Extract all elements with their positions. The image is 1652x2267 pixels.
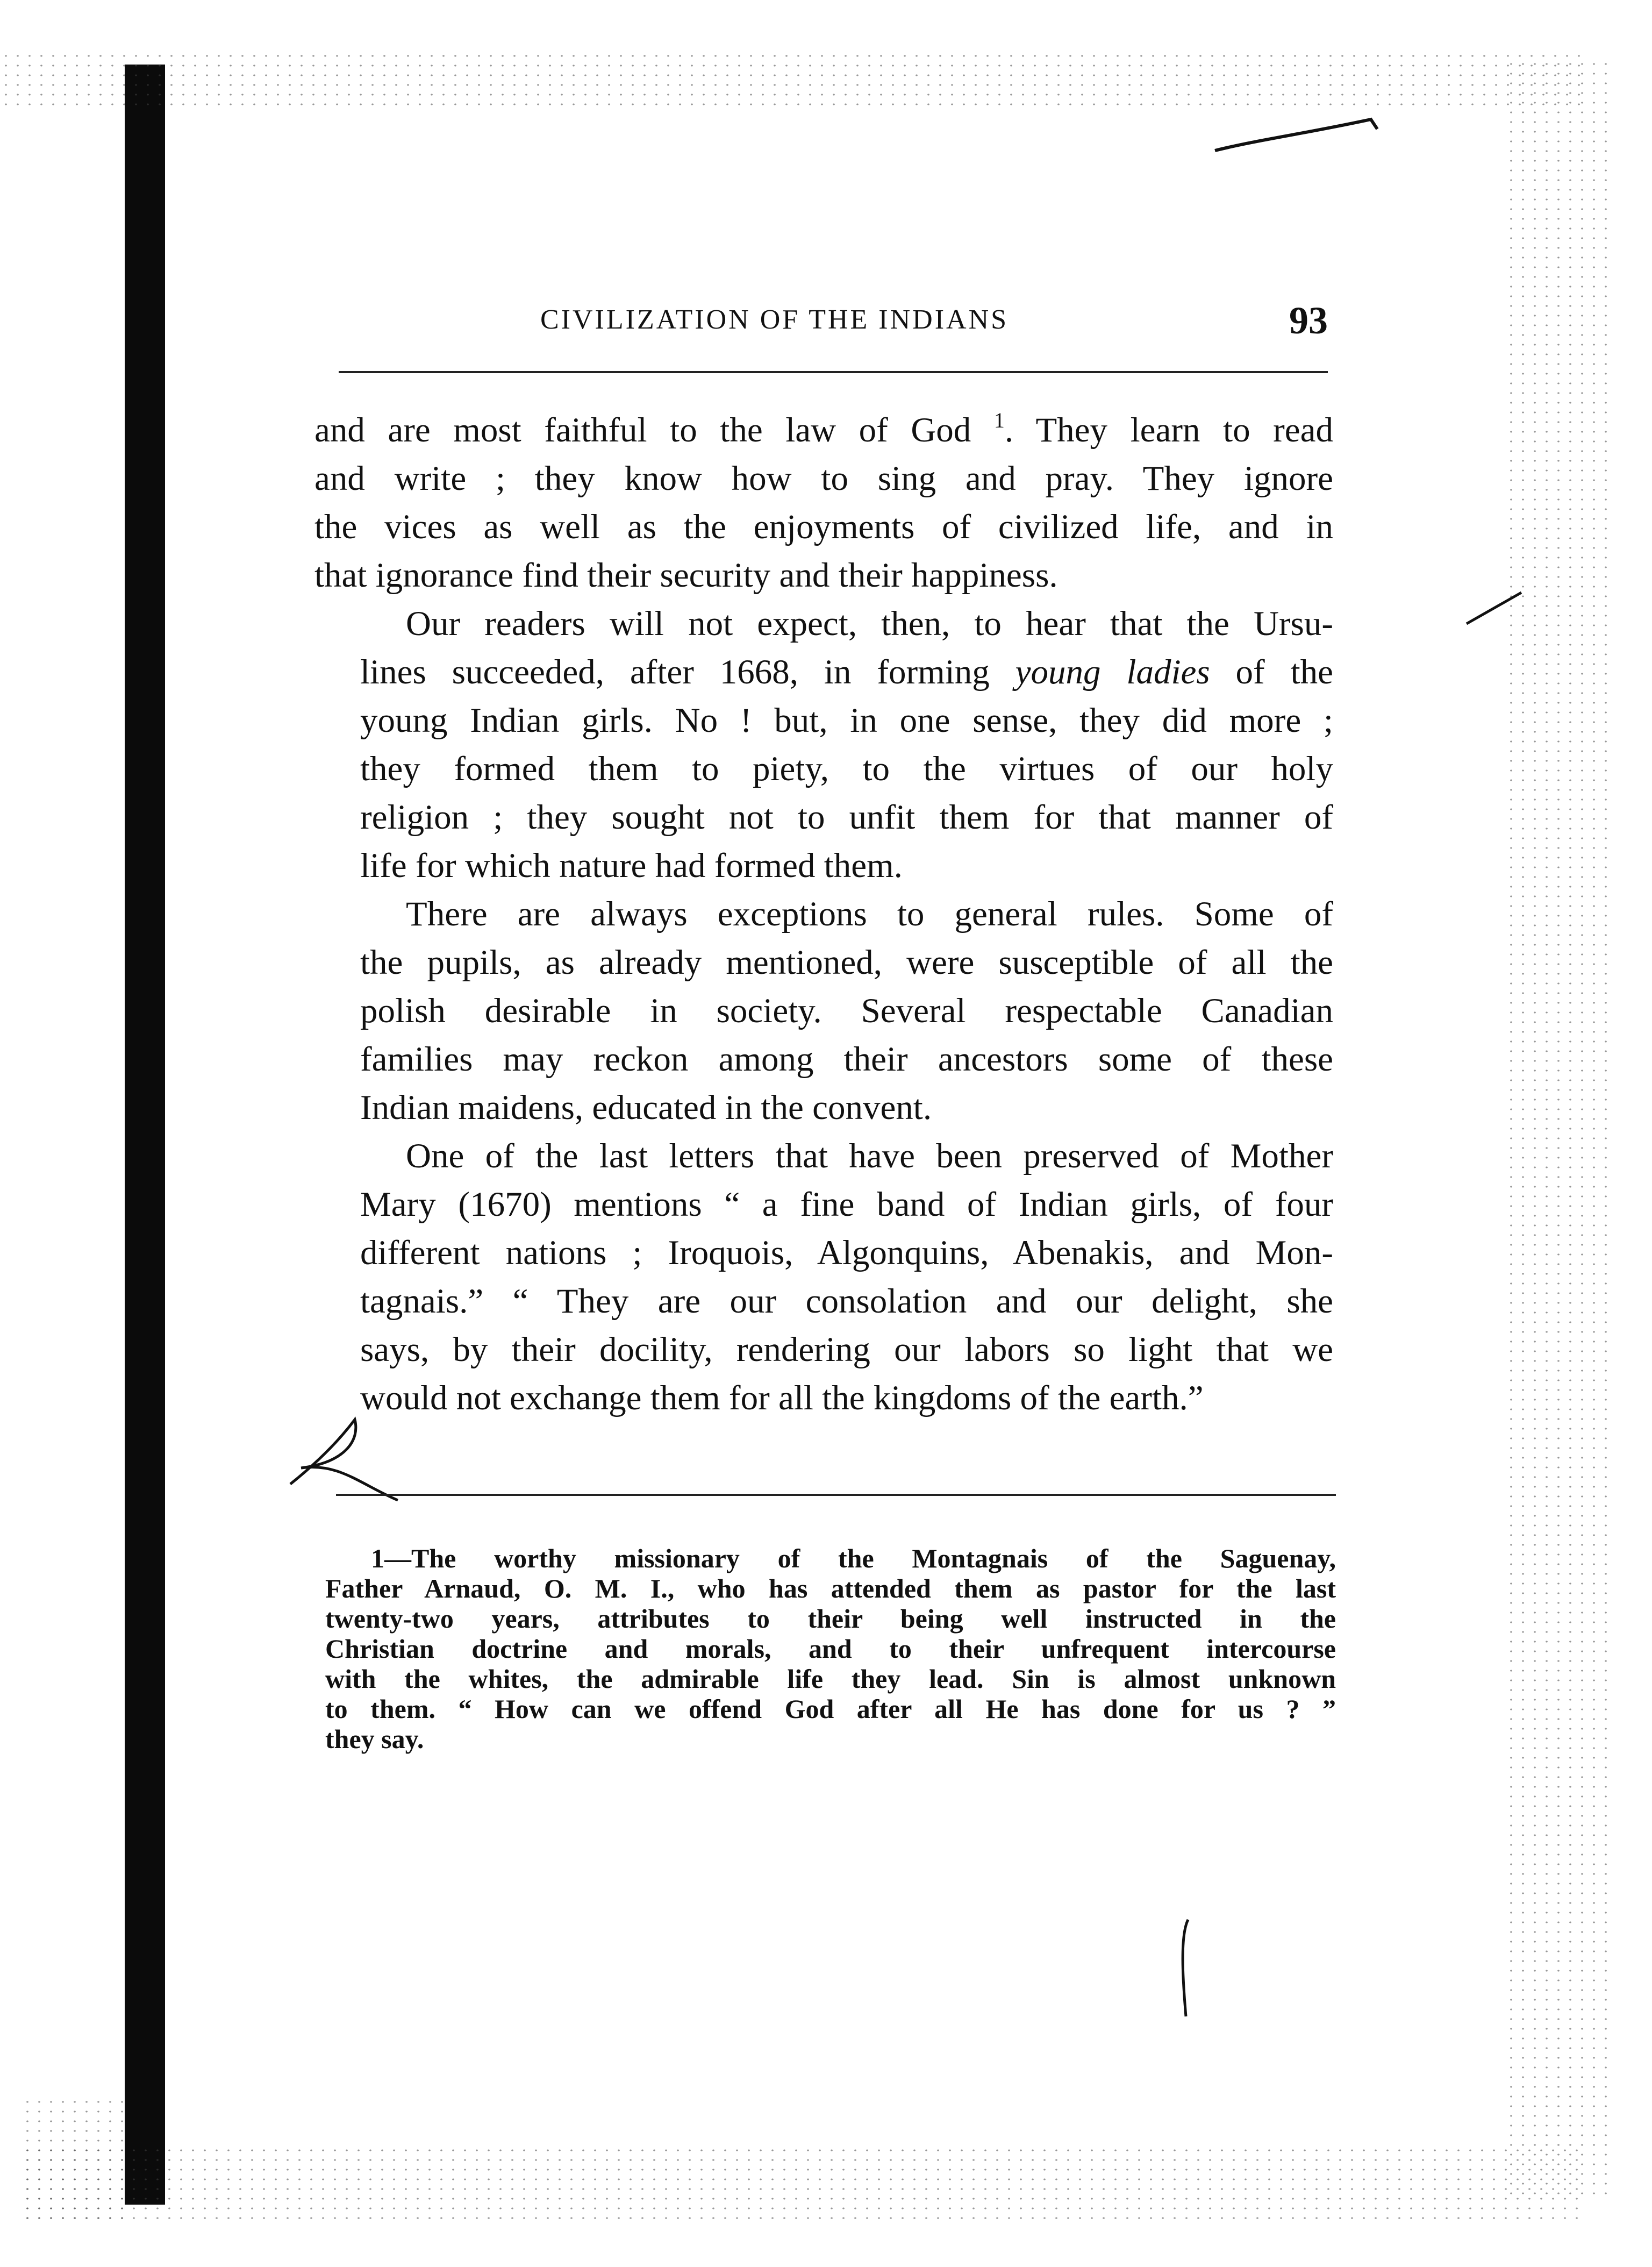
text-line: says, by their docility, rendering our labors so light that we <box>360 1330 1333 1369</box>
pencil-mark-top <box>1210 108 1382 161</box>
footnote-line: 1—The worthy missionary of the Montagnais of the Saguenay, <box>371 1543 1336 1573</box>
paragraph-4 <box>314 1132 1333 1422</box>
text-line: the pupils, as already mentioned, were susceptible of all the <box>360 943 1333 982</box>
paragraph-2 <box>314 600 1333 890</box>
text-line: tagnais.” “ They are our consolation and our delight, she <box>360 1282 1333 1321</box>
paragraph-3 <box>314 890 1333 1132</box>
text-line: and write ; they know how to sing and pray. They ignore <box>314 459 1333 498</box>
body-text <box>314 406 1333 1422</box>
header-rule <box>339 371 1328 373</box>
paragraph-1 <box>314 406 1333 600</box>
footnote-line: Christian doctrine and morals, and to their unfrequent intercourse <box>325 1634 1336 1664</box>
text-segment: of the <box>1210 653 1334 691</box>
text-segment: lines succeeded, after 1668, in forming <box>360 653 990 691</box>
running-head <box>325 298 1328 352</box>
text-line <box>314 648 1333 696</box>
text-line: that ignorance find their security and their happiness. <box>314 556 1058 595</box>
scan-edge-right <box>1505 59 1613 2199</box>
pencil-mark-bottom <box>1167 1914 1210 2022</box>
footnote <box>325 1543 1336 1754</box>
text-line: they formed them to piety, to the virtues of our holy <box>360 750 1333 788</box>
text-line: Mary (1670) mentions “ a fine band of Indian girls, of four <box>360 1185 1333 1224</box>
text-segment: and are most faithful to the law of God <box>314 411 971 450</box>
scan-edge-top <box>0 51 1581 110</box>
footnote-line: twenty-two years, attributes to their being well instructed in the <box>325 1603 1336 1634</box>
text-line <box>314 406 1333 454</box>
text-line: religion ; they sought not to unfit them for that manner of <box>360 798 1333 837</box>
text-line: There are always exceptions to general rules. Some of <box>406 895 1333 933</box>
footnote-rule <box>336 1494 1336 1496</box>
text-line: the vices as well as the enjoyments of civilized life, and in <box>314 508 1333 546</box>
text-segment: . They learn to read <box>1004 411 1333 450</box>
footnote-line: they say. <box>325 1724 424 1754</box>
text-line: life for which nature had formed them. <box>360 846 903 885</box>
footnote-line: Father Arnaud, O. M. I., who has attended them as pastor for the last <box>325 1573 1336 1603</box>
scan-binding-shadow <box>125 65 165 2205</box>
text-line: Indian maidens, educated in the convent. <box>360 1088 932 1127</box>
text-line: polish desirable in society. Several respectable Canadian <box>360 992 1333 1030</box>
text-line: young Indian girls. No ! but, in one sense, they did more ; <box>360 701 1333 740</box>
page-number: 93 <box>1289 299 1328 342</box>
text-line: different nations ; Iroquois, Algonquins, Abenakis, and Mon- <box>360 1234 1333 1272</box>
text-line: families may reckon among their ancestors some of these <box>360 1040 1333 1079</box>
text-line: would not exchange them for all the kingdoms of the earth.” <box>360 1379 1204 1417</box>
emphasis-text: young ladies <box>1015 653 1210 691</box>
footnote-line: with the whites, the admirable life they lead. Sin is almost unknown <box>325 1664 1336 1694</box>
footnote-line: to them. “ How can we offend God after all He has done for us ? ” <box>325 1694 1336 1724</box>
scan-edge-left-bottom <box>22 2097 129 2221</box>
footnote-ref: 1 <box>993 408 1005 432</box>
running-title: CIVILIZATION OF THE INDIANS <box>540 304 1009 335</box>
scan-edge-bottom <box>22 2145 1581 2226</box>
text-line: One of the last letters that have been preserved of Mother <box>406 1137 1333 1175</box>
text-line: Our readers will not expect, then, to hear that the Ursu- <box>406 604 1333 643</box>
